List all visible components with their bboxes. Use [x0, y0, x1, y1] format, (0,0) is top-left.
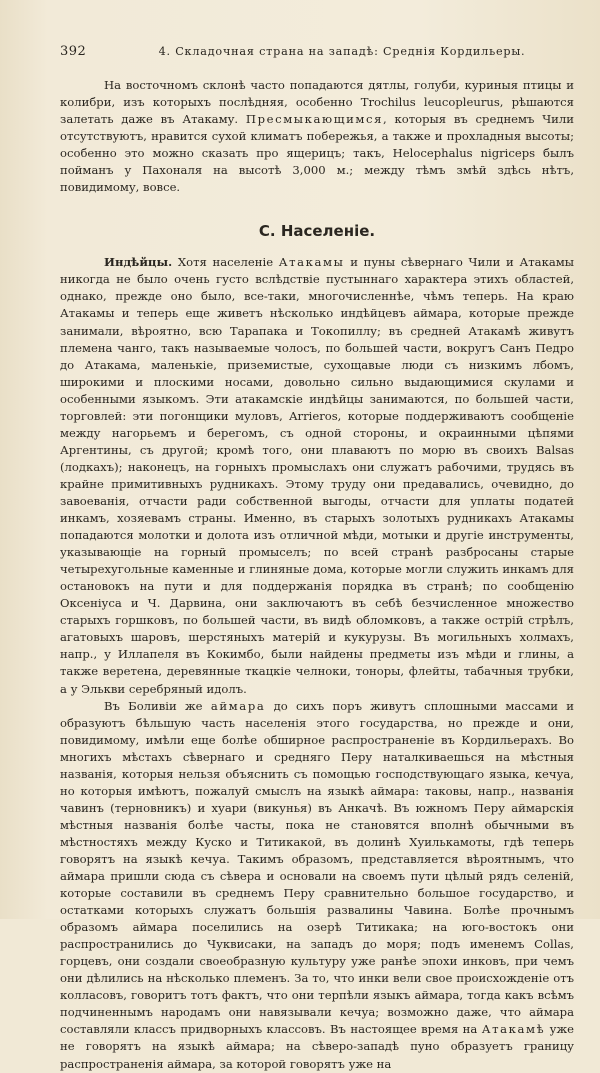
- bolivia-paragraph: [60, 698, 574, 1073]
- intro-text-2: , которыя въ среднемъ Чили отсутствуютъ, нравится сухой климатъ побережья, а также и прохладныя высоты; особенно это можно сказать про ящерицъ; такъ, Helocephalus nigriceps былъ пойманъ у Пахоналя на высотѣ 3,000 м.; между тѣмъ змѣй здѣсь нѣтъ, повидимому, вовсе.: [60, 112, 574, 195]
- bolivia-spaced-term-1: аймара: [210, 698, 266, 713]
- bolivia-text-2: до сихъ поръ живутъ сплошными массами и образуютъ бѣльшую часть населенія этого государства, но прежде и они, повидимому, имѣли еще болѣе обширное распространеніе въ Кордильерахъ. Во многихъ мѣстахъ сѣвернаго и средняго Перу наталкиваешься на мѣстныя названія, которыя нельзя объяснить съ помощью господствующаго языка, кечуа, но которыя имѣютъ, пожалуй смыслъ на языкѣ аймара: таковы, напр., названія чавинъ (терновникъ) и хуари (викунья) въ Анкачѣ. Въ южномъ Перу аймарскія мѣстныя названія болѣе часты, пока не становятся вполнѣ обычными въ мѣстностяхъ между Куско и Титикакой, въ долинѣ Хуилькамоты, гдѣ теперь говорятъ на языкѣ кечуа. Такимъ образомъ, представляется вѣроятнымъ, что аймара пришли сюда съ сѣвера и основали на своемъ пути цѣлый рядъ селеній, которые составили въ среднемъ Перу сравнительно большое государство, и остатками которыхъ служатъ большія развалины Чавина. Болѣе прочнымъ образомъ аймара поселились на озерѣ Титикака; на юго-востокъ они распространились до Чуквисаки, на западъ до моря; подъ именемъ Collas, горцевъ, они создали своеобразную культуру уже ранѣе эпохи инковъ, при чемъ они дѣлились на нѣсколько племенъ. За то, что инки вели свое происхожденіе отъ колласовъ, говоритъ тотъ фактъ, что они терпѣли языкъ аймара, тогда какъ всѣмъ подчиненнымъ народамъ они навязывали кечуа; возможно даже, что аймара составляли классъ придворныхъ классовъ. Въ настоящее время на: [60, 698, 574, 1037]
- indians-text-1: Хотя населеніе: [172, 255, 279, 270]
- bolivia-text-1: Въ Боливіи же: [104, 698, 211, 713]
- bolivia-spaced-term-2: Атакамѣ: [481, 1022, 546, 1037]
- intro-text-1: На восточномъ склонѣ часто попадаются дятлы, голуби, куриныя птицы и колибри, изъ которыхъ послѣдняя, особенно Trochilus leucopleurus, рѣшаются залетать даже въ Атакаму.: [60, 78, 574, 127]
- bolivia-text-3: уже не говорятъ на языкѣ аймара; на сѣверо-западѣ пуно образуетъ границу распространенія аймара, за которой говорятъ уже на: [60, 1022, 574, 1071]
- intro-paragraph: [60, 77, 574, 196]
- intro-spaced-term: Пресмыкающимся: [245, 112, 384, 127]
- running-title: 4. Складочная страна на западѣ: Среднія Кордильеры.: [158, 45, 526, 58]
- section-title: C. Населеніе.: [258, 222, 376, 241]
- running-head: [60, 44, 574, 59]
- indians-lead: Индѣйцы.: [104, 255, 173, 270]
- indians-paragraph: [60, 254, 574, 697]
- indians-spaced-term: Атакамы: [278, 255, 345, 270]
- indians-text-2: и пуны сѣвернаго Чили и Атакамы никогда не было очень густо вслѣдствіе пустыннаго характера этихъ областей, однако, прежде оно было, все-таки, многочисленнѣе, чѣмъ теперь. На краю Атакамы и теперь еще живетъ нѣсколько индѣйцевъ аймара, которые прежде занимали, вѣроятно, всю Тарапака и Токопиллу; въ средней Атакамѣ живутъ племена чанго, такъ называемые чолосъ, по большей части, вокругъ Санъ Педро до Атакама, маленькіе, приземистые, сухощавые люди съ низкимъ лбомъ, широкими и плоскими носами, довольно сильно выдающимися скулами и особенными языкомъ. Эти атакамскіе индѣйцы занимаются, по большей части, торговлей: эти погонщики муловъ, Arrieros, которые поддерживаютъ сообщеніе между нагорьемъ и берегомъ, съ одной стороны, и окраинными цѣпями Аргентины, съ другой; кромѣ того, они плаваютъ по морю въ своихъ Balsas (лодкахъ); наконецъ, на горныхъ промыслахъ они служатъ рабочими, трудясь въ крайне примитивныхъ рудникахъ. Этому труду они предавались, очевидно, до завоеванія, отчасти ради собственной выгоды, отчасти для уплаты податей инкамъ, хозяевамъ страны. Именно, въ старыхъ золотыхъ рудникахъ Атакамы попадаются молотки и долота изъ отличной мѣди, мотыки и другіе инструменты, указывающіе на горный промыселъ; по всей странѣ разбросаны старые четырехугольные каменные и глиняные дома, которые могли служить инкамъ для остановокъ на пути и для поддержанія порядка въ странѣ; по сообщенію Оксеніуса и Ч. Дарвина, они заключаютъ въ себѣ безчисленное множество старыхъ горшковъ, по большей части, въ видѣ обломковъ, а также острій стрѣлъ, агатовыхъ шаровъ, шерстяныхъ матерій и кукурузы. Въ могильныхъ холмахъ, напр., у Иллапеля въ Кокимбо, были найдены предметы изъ мѣди и глины, а также веретена, деревянные ткацкіе челноки, тоноры, флейты, табачныя трубки, а у Элькви серебряный идолъ.: [60, 255, 574, 696]
- page-number: 392: [60, 44, 87, 59]
